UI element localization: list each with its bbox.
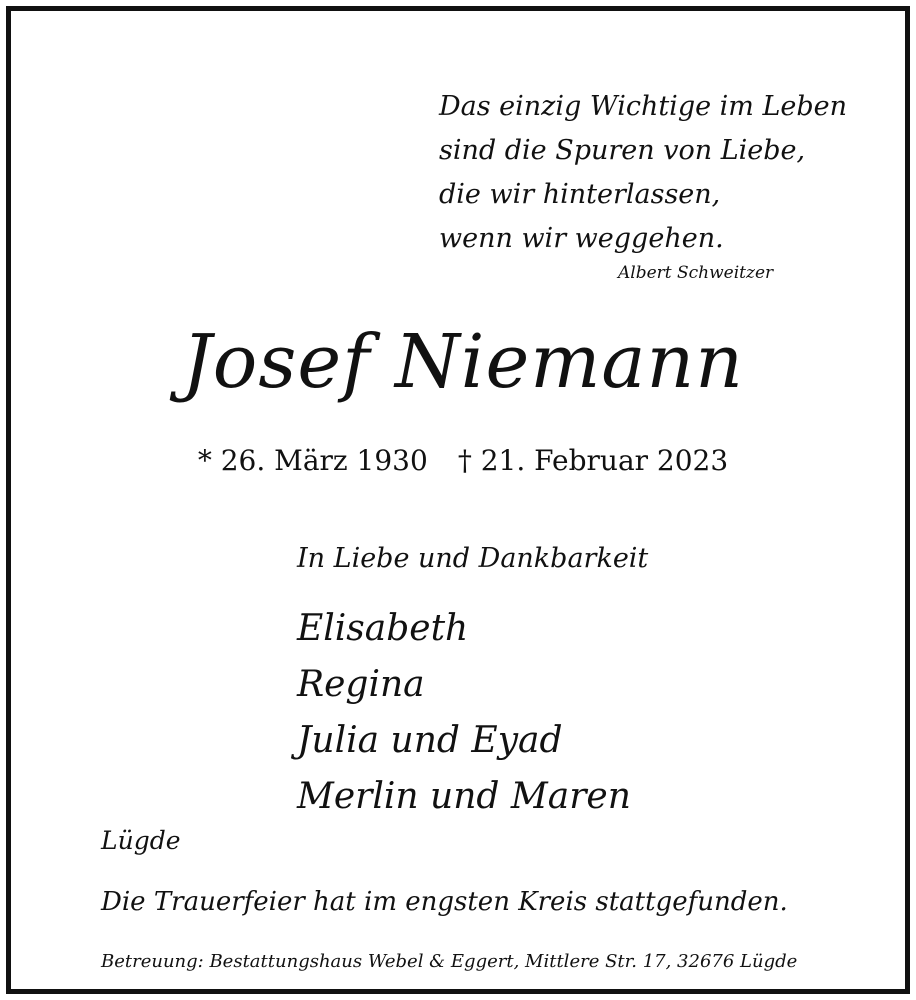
obituary-notice (6, 6, 910, 994)
quote-line: sind die Spuren von Liebe, (439, 135, 806, 166)
mourner-name: Julia und Eyad (297, 720, 563, 761)
place: Lügde (101, 826, 181, 855)
quote-author: Albert Schweitzer (618, 263, 774, 283)
quote-line: Das einzig Wichtige im Leben (439, 91, 848, 122)
mourner-name: Regina (297, 664, 425, 705)
undertaker-info: Betreuung: Bestattungshaus Webel & Eggert, Mittlere Str. 17, 32676 Lügde (101, 951, 798, 972)
quote-line: wenn wir weggehen. (439, 223, 724, 254)
deceased-name: Josef Niemann (182, 319, 744, 405)
quote-block (439, 85, 847, 261)
mourner-name: Elisabeth (297, 608, 469, 649)
death-date: † 21. Februar 2023 (457, 444, 729, 477)
mourners-list (297, 601, 631, 825)
mourner-name: Merlin und Maren (297, 776, 631, 817)
life-dates (11, 444, 915, 477)
quote-line: die wir hinterlassen, (439, 179, 721, 210)
dedication: In Liebe und Dankbarkeit (297, 543, 649, 574)
ceremony-note: Die Trauerfeier hat im engsten Kreis stattgefunden. (101, 887, 788, 917)
birth-date: * 26. März 1930 (197, 444, 428, 477)
